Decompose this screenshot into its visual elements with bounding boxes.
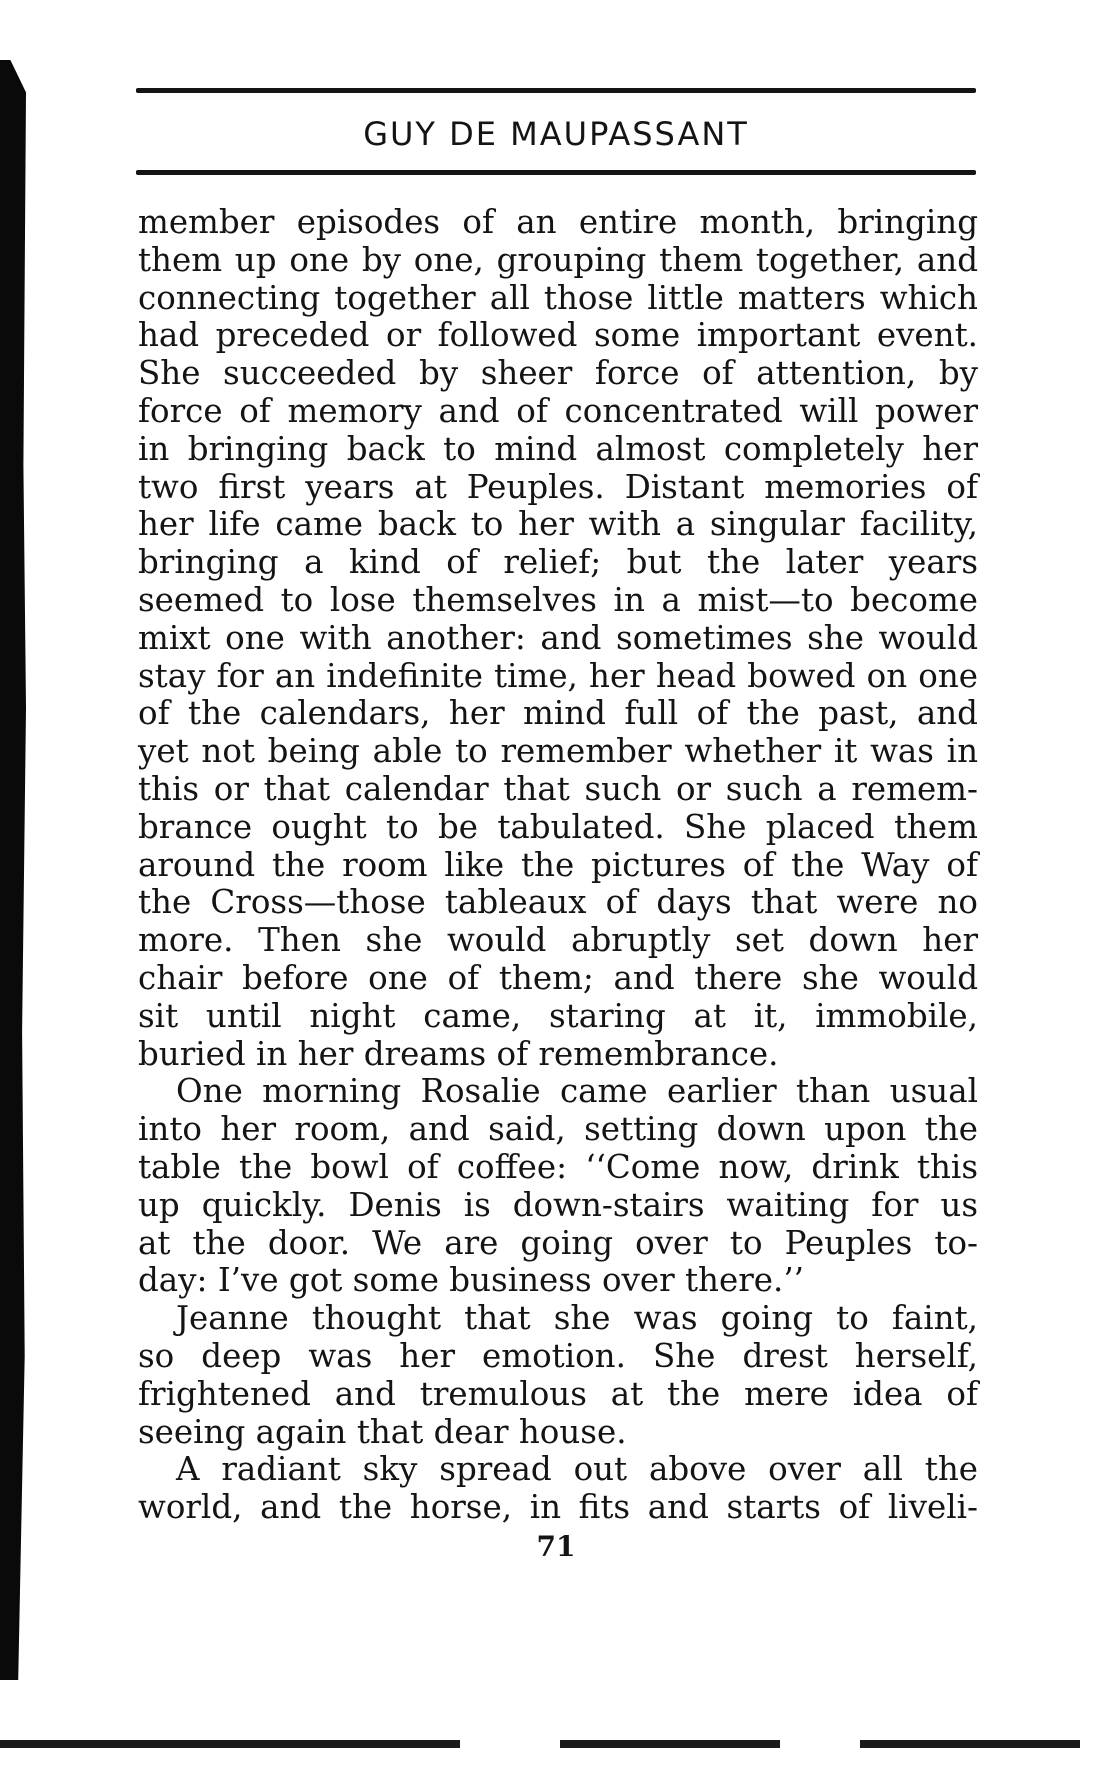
text-line: brance ought to be tabulated. She placed them [138,807,978,846]
page-number: 71 [536,1530,576,1563]
text-line: more. Then she would abruptly set down her [138,921,978,960]
text-line: of the calendars, her mind full of the past, and [138,694,978,733]
text-line: buried in her dreams of remembrance. [138,1034,779,1073]
text-line: member episodes of an entire month, bringing [138,203,978,241]
text-line: mixt one with another: and sometimes she would [138,618,978,657]
text-line: seemed to lose themselves in a mist—to become [138,580,978,619]
text-line: connecting together all those little matters which [138,278,978,317]
book-binding-edge [0,60,26,1680]
text-line: seeing again that dear house. [138,1412,627,1451]
text-line: world, and the horse, in fits and starts of liveli- [138,1488,978,1527]
scan-artifact [560,1740,780,1748]
text-line: day: I’ve got some business over there.’’ [138,1261,804,1300]
text-line: A radiant sky spread out above over all the [176,1450,978,1489]
header-rule [136,170,976,175]
text-line: Jeanne thought that she was going to faint, [176,1299,978,1338]
text-line: sit until night came, staring at it, immobile, [138,996,978,1035]
text-line: She succeeded by sheer force of attention, by [138,354,978,393]
text-line: around the room like the pictures of the Way of [138,845,978,884]
text-line: them up one by one, grouping them together, and [138,240,978,279]
scan-artifact [0,1740,460,1748]
text-line: force of memory and of concentrated will power [138,391,978,430]
text-line: yet not being able to remember whether it was in [138,732,978,771]
text-line: One morning Rosalie came earlier than usual [176,1072,978,1111]
top-rule [136,88,976,93]
text-line: two first years at Peuples. Distant memories of [138,467,978,506]
text-line: the Cross—those tableaux of days that were no [138,883,978,922]
text-line: in bringing back to mind almost completely her [138,429,978,468]
text-line: up quickly. Denis is down-stairs waiting for us [138,1185,978,1224]
text-line: into her room, and said, setting down upon the [138,1110,978,1149]
text-line: had preceded or followed some important event. [138,316,978,355]
text-line: table the bowl of coffee: ‘‘Come now, drink this [138,1147,978,1186]
text-line: at the door. We are going over to Peuples to- [138,1223,978,1262]
running-head: GUY DE MAUPASSANT [363,115,749,153]
body-text [138,204,978,1527]
text-line: stay for an indefinite time, her head bowed on one [138,656,978,695]
text-line: chair before one of them; and there she would [138,958,978,997]
scan-artifact [860,1740,1080,1748]
text-line: bringing a kind of relief; but the later years [138,543,978,582]
text-line: frightened and tremulous at the mere idea of [138,1374,978,1413]
text-line: so deep was her emotion. She drest herself, [138,1336,978,1375]
text-line: this or that calendar that such or such a remem- [138,769,978,808]
text-line: her life came back to her with a singular facility, [138,505,978,544]
